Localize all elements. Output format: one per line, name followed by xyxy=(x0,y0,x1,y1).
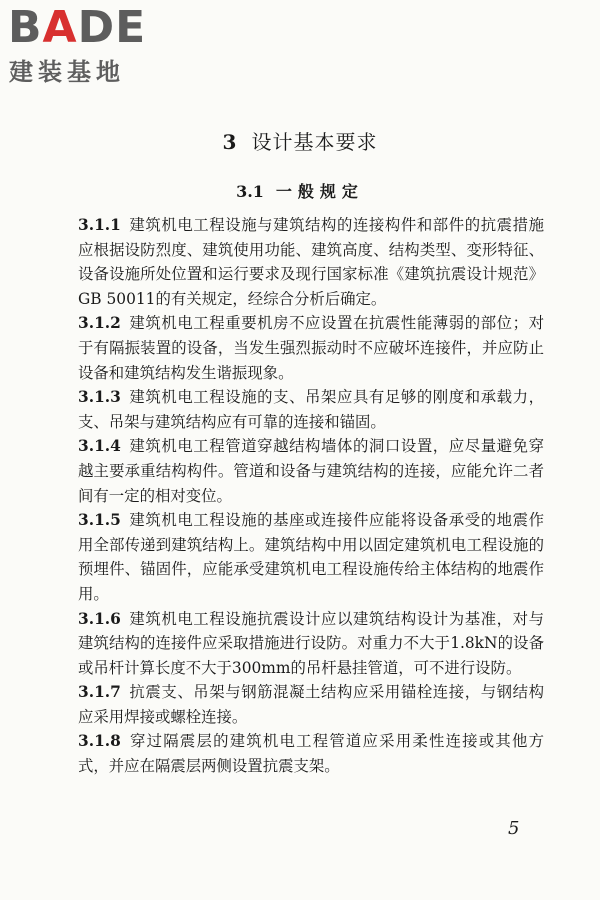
clause-3-1-1 xyxy=(78,213,544,311)
clause-text: 建筑机电工程管道穿越结构墙体的洞口设置，应尽量避免穿越主要承重结构构件。管道和设备与建筑结构的连接，应能允许二者间有一定的相对变位。 xyxy=(78,437,544,505)
clause-text: 建筑机电工程设施的基座或连接件应能将设备承受的地震作用全部传递到建筑结构上。建筑结构中用以固定建筑机电工程设施的预埋件、锚固件，应能承受建筑机电工程设施传给主体结构的地震作用。 xyxy=(78,511,544,603)
clause-text: 建筑机电工程重要机房不应设置在抗震性能薄弱的部位；对于有隔振装置的设备，当发生强烈振动时不应破坏连接件，并应防止设备和建筑结构发生谐振现象。 xyxy=(78,314,544,382)
section-title: 一般规定 xyxy=(275,182,364,201)
clause-number: 3.1.2 xyxy=(78,314,121,333)
clause-text: 建筑机电工程设施抗震设计应以建筑结构设计为基准，对与建筑结构的连接件应采取措施进行设防。对重力不大于1.8kN的设备或吊杆计算长度不大于300mm的吊杆悬挂管道，可不进行设防。 xyxy=(78,609,544,677)
clause-3-1-5 xyxy=(78,508,544,606)
clause-number: 3.1.8 xyxy=(78,732,121,751)
section-heading xyxy=(0,180,600,204)
section-number: 3.1 xyxy=(236,182,264,201)
clause-3-1-4 xyxy=(78,434,544,508)
clause-3-1-6 xyxy=(78,607,544,681)
chapter-number: 3 xyxy=(222,130,238,154)
clause-text: 建筑机电工程设施与建筑结构的连接构件和部件的抗震措施应根据设防烈度、建筑使用功能、建筑高度、结构类型、变形特征、设备设施所处位置和运行要求及现行国家标准《建筑抗震设计规范》GB 50011的有关规定，经综合分析后确定。 xyxy=(78,216,544,308)
clause-text: 抗震支、吊架与钢筋混凝土结构应采用锚栓连接，与钢结构应采用焊接或螺栓连接。 xyxy=(78,683,544,726)
page-number: 5 xyxy=(508,818,520,839)
logo-subtitle: 建装基地 xyxy=(9,58,125,86)
logo-wordmark xyxy=(8,4,146,52)
clause-number: 3.1.7 xyxy=(78,683,121,702)
clause-3-1-7 xyxy=(78,680,544,729)
clause-3-1-3 xyxy=(78,385,544,434)
clause-3-1-2 xyxy=(78,311,544,385)
clause-text: 建筑机电工程设施的支、吊架应具有足够的刚度和承载力，支、吊架与建筑结构应有可靠的连接和锚固。 xyxy=(78,388,544,431)
chapter-title: 设计基本要求 xyxy=(251,130,378,154)
clause-text: 穿过隔震层的建筑机电工程管道应采用柔性连接或其他方式，并应在隔震层两侧设置抗震支架。 xyxy=(78,732,544,776)
clause-number: 3.1.5 xyxy=(78,511,121,530)
clause-number: 3.1.6 xyxy=(78,609,121,628)
clause-number: 3.1.1 xyxy=(78,216,121,234)
clause-3-1-8 xyxy=(78,729,544,778)
chapter-heading xyxy=(0,128,600,156)
clause-list xyxy=(78,213,544,779)
logo-letter-b: B xyxy=(8,2,43,53)
bade-logo xyxy=(8,4,178,88)
clause-number: 3.1.3 xyxy=(78,388,121,407)
clause-number: 3.1.4 xyxy=(78,437,121,456)
logo-letters-de: DE xyxy=(77,2,147,53)
logo-letter-a-accent: A xyxy=(42,2,78,53)
